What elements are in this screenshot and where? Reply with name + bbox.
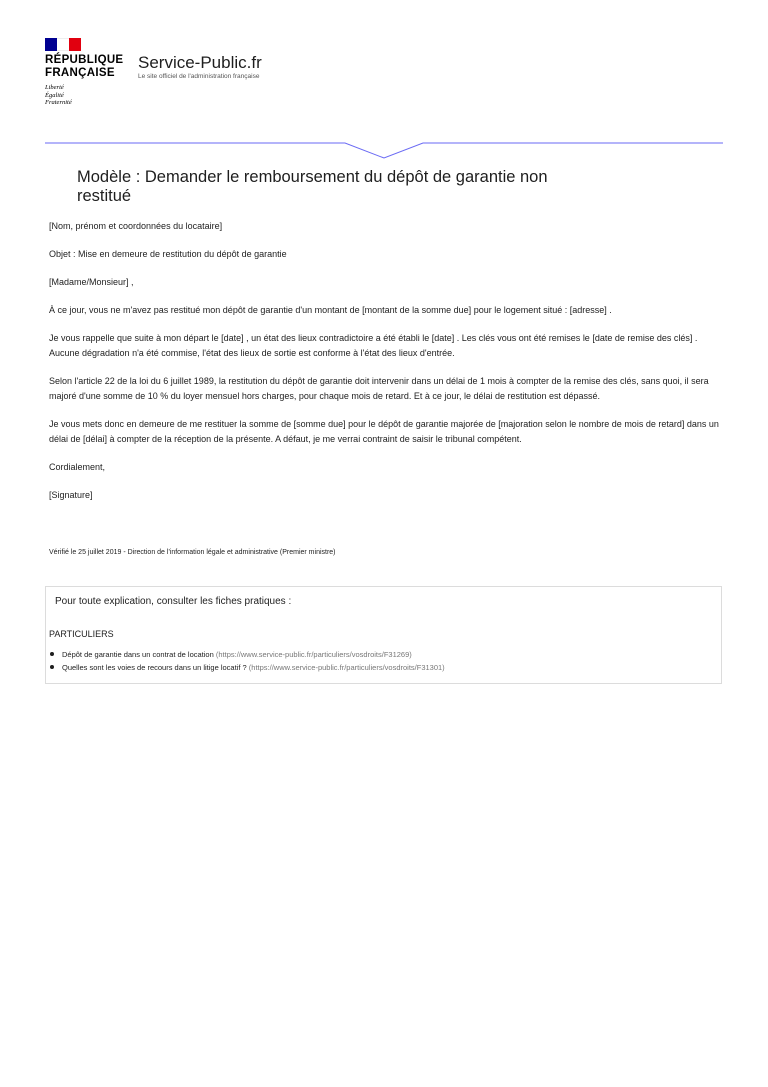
- bullet-icon: [50, 665, 54, 669]
- republique-francaise-wordmark: RÉPUBLIQUE FRANÇAISE: [45, 54, 124, 79]
- letter-paragraph: [Madame/Monsieur] ,: [49, 277, 134, 287]
- letter-body: [49, 219, 721, 516]
- republic-motto: Liberté Égalité Fraternité: [45, 84, 72, 106]
- letter-paragraph: Objet : Mise en demeure de restitution du dépôt de garantie: [49, 249, 287, 259]
- letter-paragraph: Cordialement,: [49, 462, 106, 472]
- section-label-particuliers: PARTICULIERS: [49, 629, 114, 639]
- fiches-pratiques-box: [45, 586, 722, 684]
- letter-paragraph: [Nom, prénom et coordonnées du locataire]: [49, 221, 223, 231]
- fiches-link-list: [49, 648, 445, 674]
- page-title: Modèle : Demander le remboursement du dépôt de garantie non restitué: [77, 168, 548, 205]
- page-header: [45, 36, 725, 116]
- letter-paragraph: [Signature]: [49, 490, 93, 500]
- fiche-link-label[interactable]: Quelles sont les voies de recours dans un litige locatif ?: [62, 663, 247, 672]
- list-item[interactable]: [49, 648, 445, 661]
- site-subtitle: Le site officiel de l'administration française: [138, 73, 260, 80]
- verification-note: Vérifié le 25 juillet 2019 - Direction de l'information légale et administrative (Premier ministre): [49, 549, 336, 556]
- fiches-title: Pour toute explication, consulter les fiches pratiques :: [55, 596, 292, 607]
- french-flag-logo: [45, 38, 81, 51]
- letter-paragraph: Je vous rappelle que suite à mon départ le [date] , un état des lieux contradictoire a été établi le [date] . Les clés vous ont été remises le [date de remise des clés] . Aucune dégradation n'a été commise, l'état des lieux de sortie est conforme à l'état des lieux d'entrée.: [49, 333, 698, 358]
- fiche-link-label[interactable]: Dépôt de garantie dans un contrat de location: [62, 650, 214, 659]
- letter-paragraph: Selon l'article 22 de la loi du 6 juillet 1989, la restitution du dépôt de garantie doit intervenir dans un délai de 1 mois à compter de la remise des clés, sans quoi, il sera majoré d'une somme de 10 % du loyer mensuel hors charges, pour chaque mois de retard. Et à ce jour, le délai de restitution est dépassé.: [49, 376, 709, 401]
- fiche-link-url[interactable]: (https://www.service-public.fr/particuliers/vosdroits/F31301): [248, 663, 445, 672]
- list-item[interactable]: [49, 661, 445, 674]
- letter-paragraph: Je vous mets donc en demeure de me restituer la somme de [somme due] pour le dépôt de garantie majorée de [majoration selon le nombre de mois de retard] dans un délai de [délai] à compter de la réception de la présente. A défaut, je me verrai contraint de saisir le tribunal compétent.: [49, 419, 719, 444]
- header-divider: [45, 141, 723, 163]
- fiche-link-url[interactable]: (https://www.service-public.fr/particuliers/vosdroits/F31269): [215, 650, 412, 659]
- bullet-icon: [50, 652, 54, 656]
- site-name[interactable]: Service-Public.fr: [138, 53, 262, 72]
- letter-paragraph: À ce jour, vous ne m'avez pas restitué mon dépôt de garantie d'un montant de [montant de la somme due] pour le logement situé : [adresse] .: [49, 305, 612, 315]
